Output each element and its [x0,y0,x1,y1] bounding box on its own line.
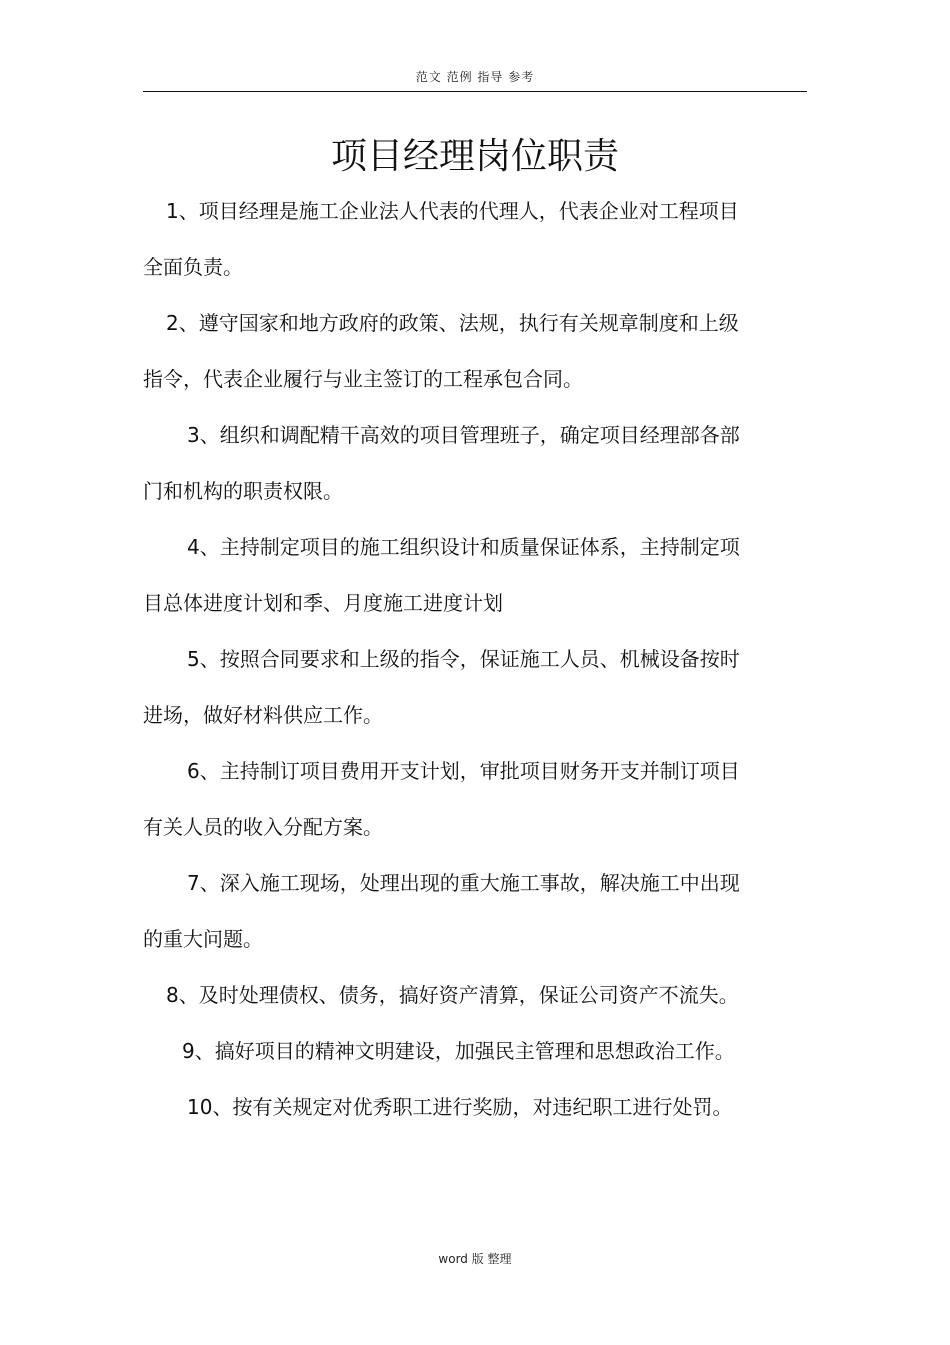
duty-item-3-line-2: 门和机构的职责权限。 [143,479,343,503]
duty-item-5-line-1: 5、按照合同要求和上级的指令，保证施工人员、机械设备按时 [187,647,740,671]
duty-item-6-line-2: 有关人员的收入分配方案。 [143,815,383,839]
duty-item-5-line-2: 进场，做好材料供应工作。 [143,703,383,727]
header-divider [143,91,807,92]
duty-item-7-line-2: 的重大问题。 [143,927,263,951]
duty-item-8: 8、及时处理债权、债务，搞好资产清算，保证公司资产不流失。 [166,983,739,1007]
document-title: 项目经理岗位职责 [330,136,619,177]
duty-item-4-line-2: 目总体进度计划和季、月度施工进度计划 [143,591,503,615]
duty-item-6-line-1: 6、主持制订项目费用开支计划，审批项目财务开支并制订项目 [187,759,740,783]
duty-item-2-line-1: 2、遵守国家和地方政府的政策、法规，执行有关规章制度和上级 [166,311,739,335]
duty-item-4-line-1: 4、主持制定项目的施工组织设计和质量保证体系，主持制定项 [187,535,740,559]
page-header: 范文 范例 指导 参考 [415,70,535,84]
page-footer: word 版 整理 [438,1252,512,1266]
duty-item-2-line-2: 指令，代表企业履行与业主签订的工程承包合同。 [143,367,583,391]
duty-item-7-line-1: 7、深入施工现场，处理出现的重大施工事故，解决施工中出现 [187,871,740,895]
duty-item-10: 10、按有关规定对优秀职工进行奖励，对违纪职工进行处罚。 [187,1095,733,1119]
duty-item-3-line-1: 3、组织和调配精干高效的项目管理班子，确定项目经理部各部 [187,423,740,447]
duty-item-9: 9、搞好项目的精神文明建设，加强民主管理和思想政治工作。 [182,1039,735,1063]
duty-item-1-line-1: 1、项目经理是施工企业法人代表的代理人，代表企业对工程项目 [166,199,739,223]
duty-item-1-line-2: 全面负责。 [143,255,243,279]
